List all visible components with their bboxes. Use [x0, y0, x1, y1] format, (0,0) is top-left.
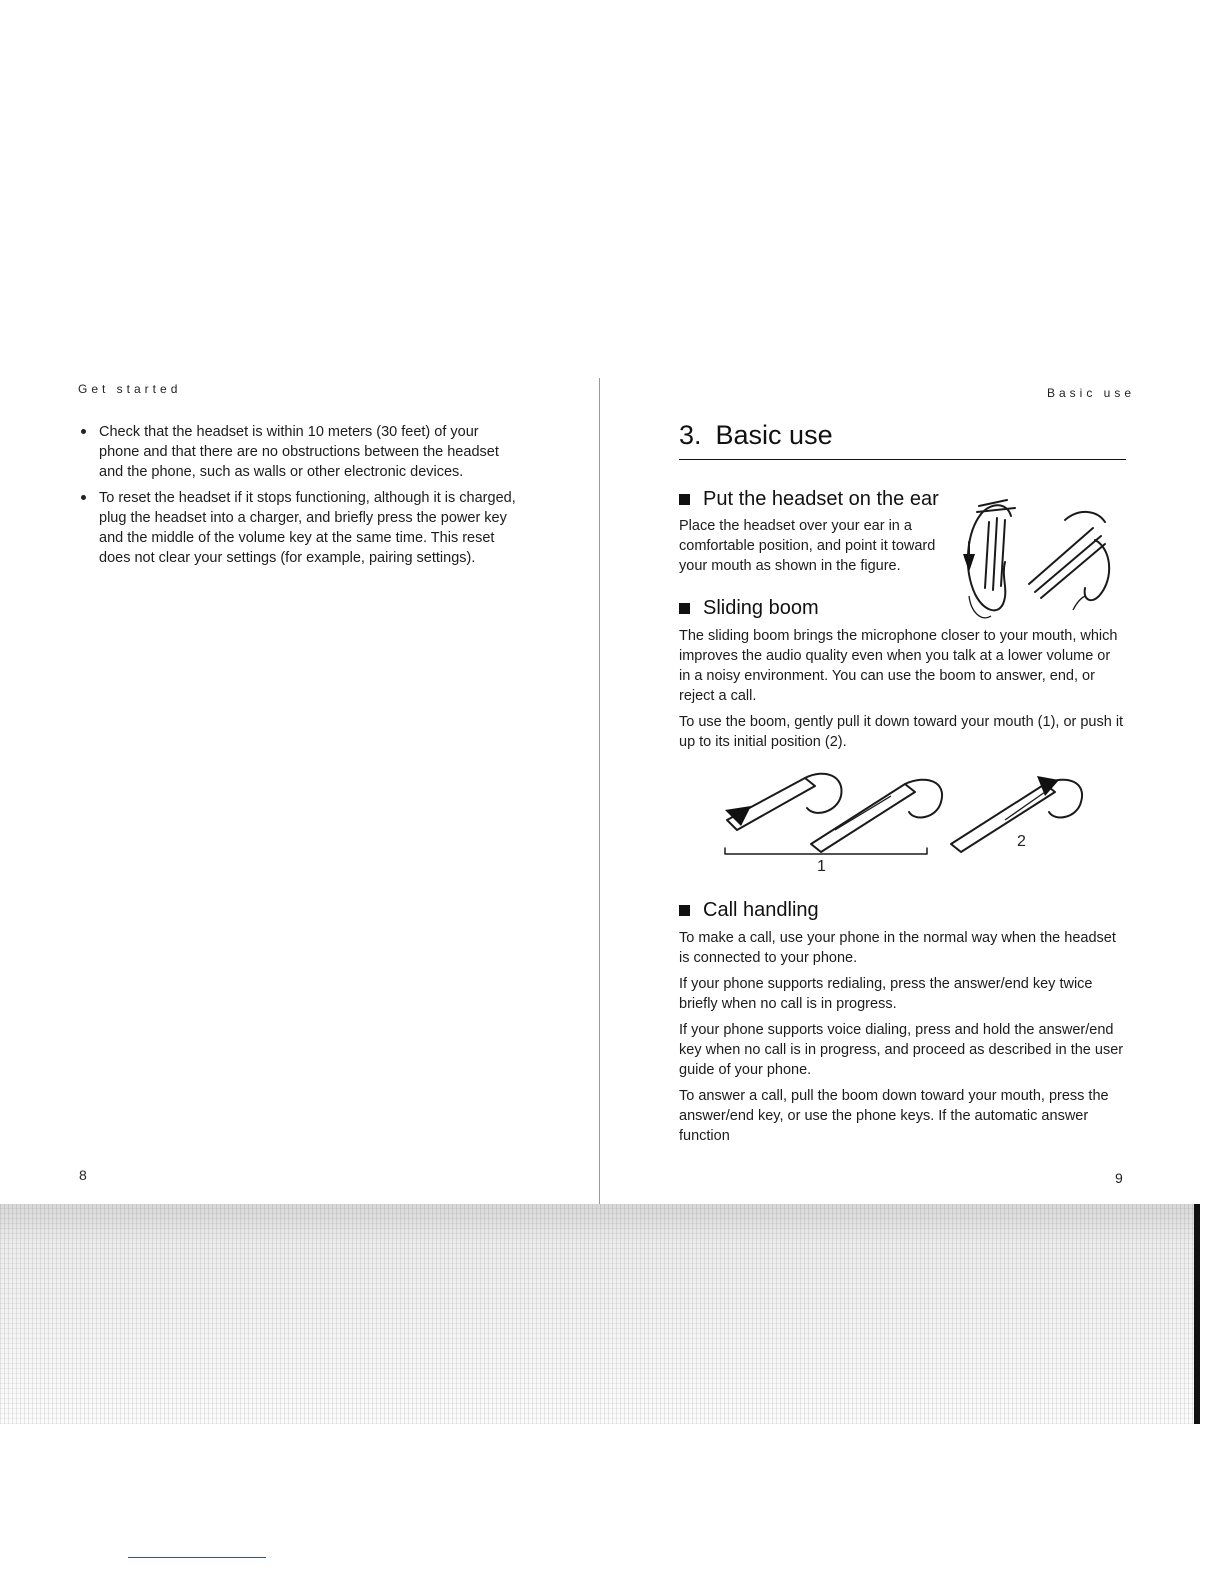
bullet-reset-headset: To reset the headset if it stops functioning, although it is charged, plug the headset into a charger, and briefly press the power key and the middle of the volume key at the same time. This reset does not clear your settings (for example, pairing settings). [80, 488, 520, 568]
section-heading-sliding-boom [679, 597, 819, 620]
section-heading-put-on-text: Put the headset on the ear [703, 488, 939, 510]
chapter-number: 3. [679, 420, 702, 450]
section-heading-put-on [679, 488, 939, 511]
scan-noise-band [0, 1204, 1200, 1424]
section-heading-call-handling [679, 899, 819, 922]
boom-figure-label-1: 1 [817, 858, 826, 875]
page-gutter [599, 378, 600, 1204]
headset-on-ear-illustration [945, 492, 1125, 632]
sliding-boom-paragraph-2: To use the boom, gently pull it down toward your mouth (1), or push it up to its initial position (2). [679, 714, 1124, 750]
chapter-title-text: Basic use [715, 420, 833, 450]
call-handling-paragraph-3: If your phone supports voice dialing, press and hold the answer/end key when no call is in progress, and proceed as described in the user guide of your phone. [679, 1022, 1124, 1078]
bullet-range-check: Check that the headset is within 10 meters (30 feet) of your phone and that there are no obstructions between the headset and the phone, such as walls or other electronic devices. [80, 422, 520, 482]
sliding-boom-text [679, 626, 1124, 758]
call-handling-paragraph-4: To answer a call, pull the boom down toward your mouth, press the answer/end key, or use the phone keys. If the automatic answer function [679, 1088, 1109, 1144]
left-page-number: 8 [79, 1167, 87, 1183]
put-on-paragraph: Place the headset over your ear in a comfortable position, and point it toward your mouth as shown in the figure. [679, 518, 936, 574]
section-square-icon [679, 494, 690, 505]
section-heading-call-handling-text: Call handling [703, 899, 819, 921]
scan-artifact-line [128, 1557, 266, 1558]
left-running-head: Get started [78, 382, 182, 396]
call-handling-paragraph-1: To make a call, use your phone in the normal way when the headset is connected to your phone. [679, 930, 1116, 966]
sliding-boom-paragraph-1: The sliding boom brings the microphone closer to your mouth, which improves the audio quality even when you talk at a lower volume or in a noisy environment. You can use the boom to answer, end, or reject a call. [679, 628, 1118, 704]
right-running-head: Basic use [1047, 386, 1136, 400]
boom-figure-label-2: 2 [1017, 833, 1026, 850]
section-square-icon [679, 905, 690, 916]
scan-edge-bar [1194, 1204, 1200, 1424]
chapter-title [679, 420, 833, 451]
call-handling-paragraph-2: If your phone supports redialing, press the answer/end key twice briefly when no call is in progress. [679, 976, 1093, 1012]
left-bullet-list [80, 422, 520, 574]
chapter-rule [679, 459, 1126, 460]
section-square-icon [679, 603, 690, 614]
sliding-boom-illustration [715, 760, 1105, 880]
call-handling-text [679, 928, 1124, 1152]
section-heading-sliding-boom-text: Sliding boom [703, 597, 819, 619]
right-page-number: 9 [1115, 1170, 1123, 1186]
put-on-text [679, 516, 941, 582]
